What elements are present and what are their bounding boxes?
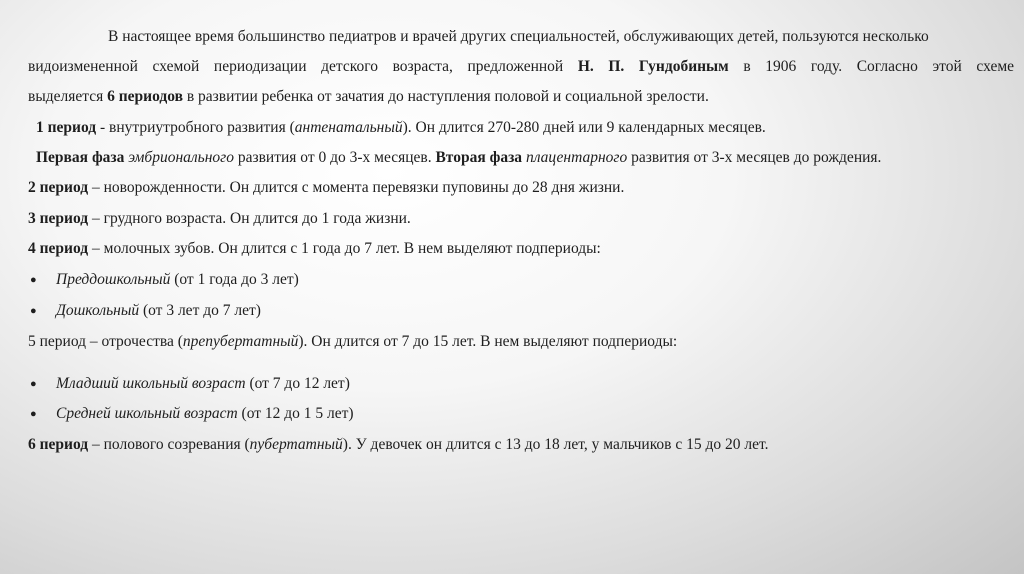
period-6-text-b: ). У девочек он длится с 13 до 18 лет, у мальчиков с 15 до 20 лет. — [342, 436, 769, 453]
period-4-sub-1-term: Преддошкольный — [56, 271, 171, 288]
period-5-sub-1-term: Младший школьный возраст — [56, 375, 246, 392]
period-6-term: пубертатный — [249, 436, 343, 453]
intro-text-2a: видоизмененной схемой периодизации детского возраста, предложенной — [28, 58, 564, 75]
period-2-line — [28, 178, 624, 198]
intro-line-1 — [108, 27, 929, 47]
phases-line — [36, 148, 881, 168]
second-phase-label: Вторая фаза — [435, 149, 523, 166]
intro-text-1: В настоящее время большинство педиатров и врачей других специальностей, обслуживающих детей, пользуются несколько — [108, 28, 929, 45]
period-3-text: – грудного возраста. Он длится до 1 года жизни. — [88, 210, 411, 227]
period-5-sub-1-text: (от 7 до 12 лет) — [245, 375, 350, 392]
first-phase-term: эмбрионального — [128, 149, 234, 166]
second-phase-text: развития от 3-х месяцев до рождения. — [627, 149, 882, 166]
period-5-text-b: ). Он длится от 7 до 15 лет. В нем выделяют подпериоды: — [298, 333, 678, 350]
period-5-text-a: 5 период – отрочества ( — [28, 333, 183, 350]
period-4-sub-2-text: (от 3 лет до 7 лет) — [139, 302, 261, 319]
period-4-sub-2-term: Дошкольный — [56, 302, 140, 319]
period-3-line — [28, 209, 411, 229]
period-4-sub-1 — [56, 270, 299, 290]
period-5-term: препубертатный — [182, 333, 299, 350]
intro-text-3a: выделяется — [28, 88, 104, 105]
period-4-text: – молочных зубов. Он длится с 1 года до 7 лет. В нем выделяют подпериоды: — [88, 240, 601, 257]
period-6-line — [28, 435, 769, 455]
period-6-label: 6 период — [28, 436, 89, 453]
period-4-label: 4 период — [28, 240, 89, 257]
period-4-sub-1-text: (от 1 года до 3 лет) — [170, 271, 299, 288]
period-2-text: – новорожденности. Он длится с момента перевязки пуповины до 28 дня жизни. — [88, 179, 625, 196]
intro-line-2 — [28, 57, 1014, 77]
second-phase-term: плацентарного — [525, 149, 628, 166]
intro-text-2c: в 1906 году. Согласно этой схеме — [743, 58, 1015, 75]
periods-count: 6 периодов — [107, 88, 183, 105]
period-5-line — [28, 332, 677, 352]
period-5-sub-2-term: Средней школьный возраст — [56, 405, 238, 422]
first-phase-label: Первая фаза — [36, 149, 125, 166]
period-1-term: антенатальный — [294, 119, 403, 136]
period-4-line — [28, 239, 601, 259]
author-name: Н. П. Гундобиным — [577, 58, 729, 75]
intro-line-3 — [28, 87, 709, 107]
bullet-dot: ● — [30, 408, 37, 420]
first-phase-text: развития от 0 до 3-х месяцев. — [233, 149, 436, 166]
period-4-sub-2 — [56, 301, 261, 321]
bullet-dot: ● — [30, 378, 37, 390]
period-5-sub-2-text: (от 12 до 1 5 лет) — [237, 405, 354, 422]
period-1-text-a: - внутриутробного развития ( — [96, 119, 295, 136]
bullet-dot: ● — [30, 274, 37, 286]
period-1-line — [36, 118, 766, 138]
period-5-sub-1 — [56, 374, 350, 394]
period-5-sub-2 — [56, 404, 354, 424]
period-1-text-b: ). Он длится 270-280 дней или 9 календарных месяцев. — [402, 119, 766, 136]
period-2-label: 2 период — [28, 179, 89, 196]
period-6-text-a: – полового созревания ( — [88, 436, 250, 453]
period-1-label: 1 период — [36, 119, 97, 136]
bullet-dot: ● — [30, 305, 37, 317]
period-3-label: 3 период — [28, 210, 89, 227]
intro-text-3c: в развитии ребенка от зачатия до наступления половой и социальной зрелости. — [186, 88, 709, 105]
